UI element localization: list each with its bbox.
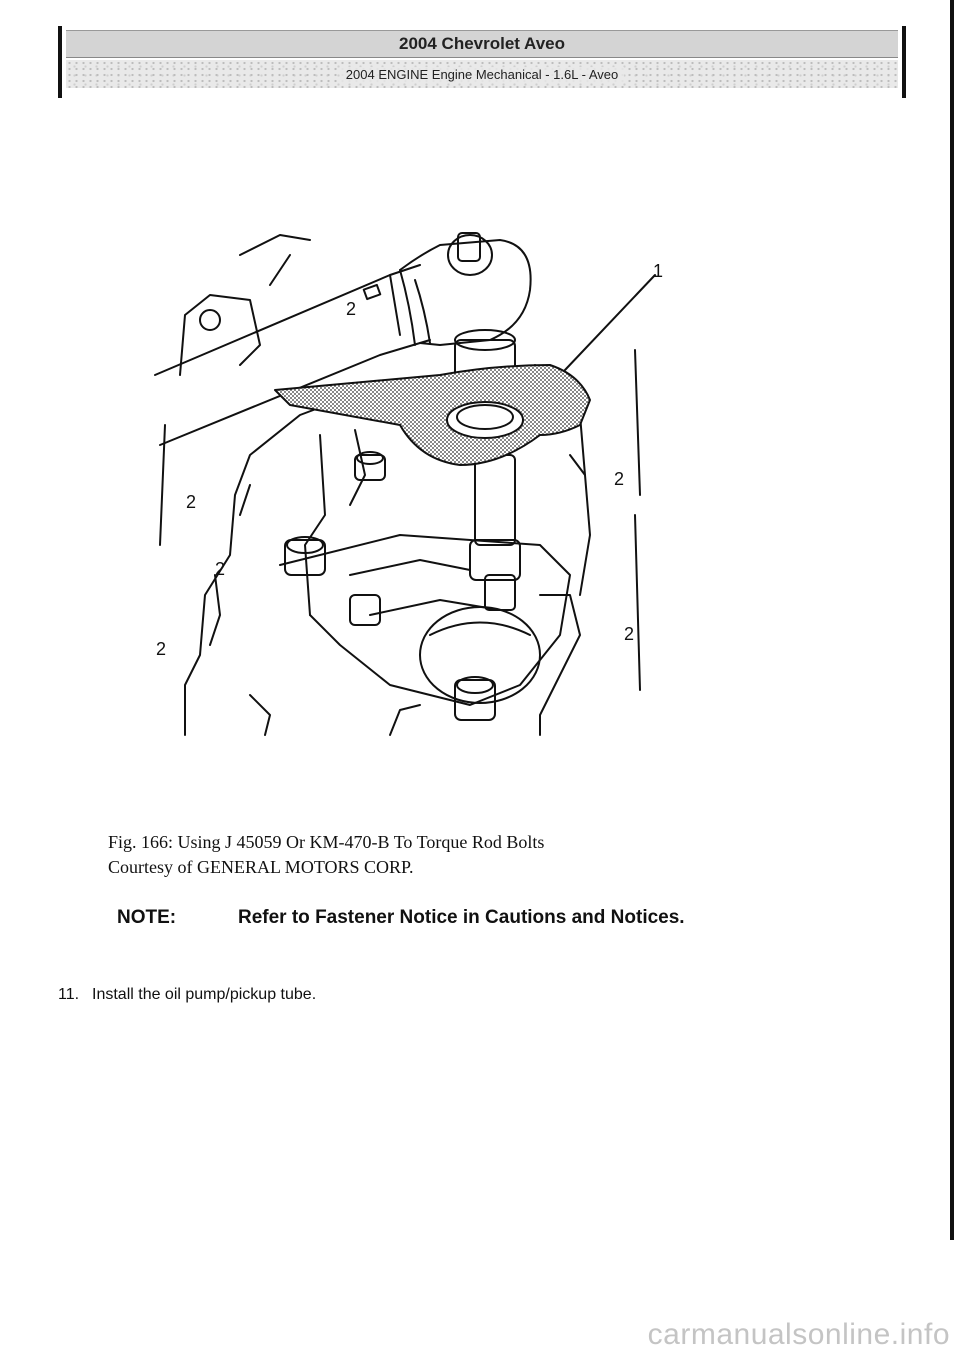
callout-2f: 2: [346, 299, 357, 319]
watermark: carmanualsonline.info: [647, 1318, 950, 1351]
step-text: Install the oil pump/pickup tube.: [92, 986, 317, 1003]
callout-2a: 2: [614, 469, 625, 489]
header-subtitle: 2004 ENGINE Engine Mechanical - 1.6L - Aveo: [340, 67, 624, 82]
header-subtitle-bar: [66, 60, 898, 88]
engine-illustration: [140, 215, 680, 745]
document-header: [58, 26, 906, 98]
callout-2d: 2: [215, 559, 226, 579]
figure-caption: [108, 830, 728, 880]
note-text: Refer to Fastener Notice in Cautions and Notices.: [238, 907, 685, 928]
page-border-right: [950, 0, 954, 1240]
callout-2e: 2: [156, 639, 167, 659]
note-label: NOTE:: [117, 907, 177, 928]
header-title: 2004 Chevrolet Aveo: [66, 30, 898, 58]
step-number: 11.: [58, 986, 80, 1003]
callout-1: 1: [653, 261, 664, 281]
callout-2b: 2: [624, 624, 635, 644]
caption-line-1: Fig. 166: Using J 45059 Or KM-470-B To Torque Rod Bolts: [108, 832, 545, 852]
caption-line-2: Courtesy of GENERAL MOTORS CORP.: [108, 857, 414, 877]
callout-2c: 2: [186, 492, 197, 512]
note-block: [117, 905, 757, 930]
procedure-step: [58, 986, 658, 1004]
